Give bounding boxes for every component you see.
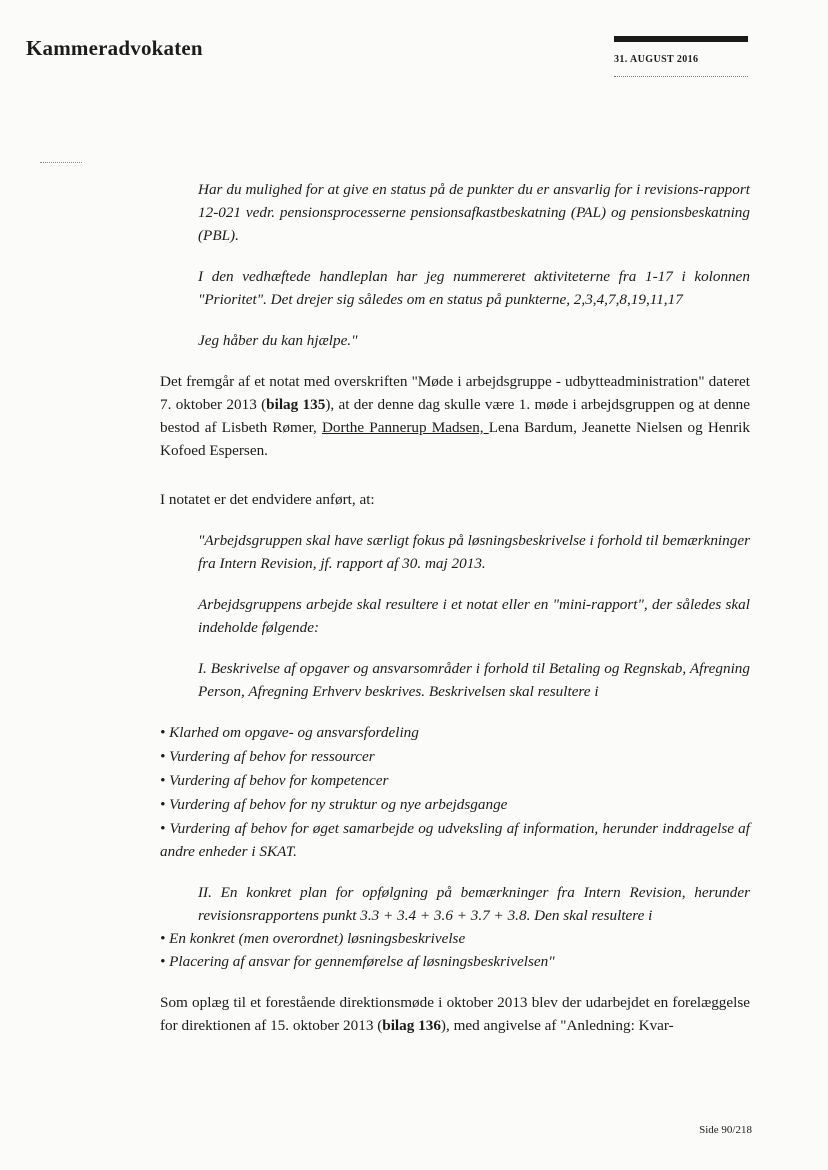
bilag-reference: bilag 136 xyxy=(382,1017,441,1034)
list-item: • Placering af ansvar for gennemførelse af løsningsbeskrivelsen" xyxy=(160,950,750,973)
quote-paragraph: I. Beskrivelse af opgaver og ansvarsområder i forhold til Betaling og Regnskab, Afregning Person, Afregning Erhverv beskrives. Beskrivelsen skal resultere i xyxy=(198,660,750,700)
quote-paragraph: I den vedhæftede handleplan har jeg nummereret aktiviteterne fra 1-17 i kolonnen "Prioritet". Det drejer sig således om en status på punkterne, 2,3,4,7,8,19,11,17 xyxy=(198,268,750,308)
list-item: • Vurdering af behov for øget samarbejde og udveksling af information, herunder inddragelse af andre enheder i SKAT. xyxy=(160,817,750,863)
body-paragraph: Som oplæg til et forestående direktionsmøde i oktober 2013 blev der udarbejdet en forelæggelse for direktionen af 15. oktober 2013 (bilag 136), med angivelse af "Anledning: Kvar- xyxy=(160,994,750,1034)
header-bar xyxy=(614,36,748,42)
document-body xyxy=(160,178,750,1037)
document-date: 31. AUGUST 2016 xyxy=(614,54,699,65)
date-divider xyxy=(614,76,748,77)
list-item: • Vurdering af behov for kompetencer xyxy=(160,769,750,792)
list-item: • Klarhed om opgave- og ansvarsfordeling xyxy=(160,721,750,744)
firm-name: Kammeradvokaten xyxy=(26,36,203,60)
body-paragraph: Det fremgår af et notat med overskriften "Møde i arbejdsgruppe - udbytteadministration" dateret 7. oktober 2013 (bilag 135), at der denne dag skulle være 1. møde i arbejdsgruppen og at denne bestod af Lisbeth Rømer, Dorthe Pannerup Madsen, Lena Bardum, Jeanette Nielsen og Henrik Kofoed Espersen. xyxy=(160,373,751,459)
bullet-list xyxy=(160,927,750,973)
bullet-list xyxy=(160,721,750,863)
list-item: • En konkret (men overordnet) løsningsbeskrivelse xyxy=(160,927,750,950)
list-item: • Vurdering af behov for ny struktur og nye arbejdsgange xyxy=(160,793,750,816)
quote-paragraph: "Arbejdsgruppen skal have særligt fokus på løsningsbeskrivelse i forhold til bemærkninger fra Intern Revision, jf. rapport af 30. maj 2013. xyxy=(198,532,750,572)
quote-paragraph: Arbejdsgruppens arbejde skal resultere i et notat eller en "mini-rapport", der således skal indeholde følgende: xyxy=(198,596,750,636)
quote-paragraph: II. En konkret plan for opfølgning på bemærkninger fra Intern Revision, herunder revisionsrapportens punkt 3.3 + 3.4 + 3.6 + 3.7 + 3.8. Den skal resultere i xyxy=(198,884,750,924)
margin-mark xyxy=(40,162,82,163)
quote-paragraph: Jeg håber du kan hjælpe." xyxy=(198,332,358,349)
page-number: Side 90/218 xyxy=(699,1124,752,1136)
bilag-reference: bilag 135 xyxy=(266,396,326,413)
list-item: • Vurdering af behov for ressourcer xyxy=(160,745,750,768)
underlined-name: Dorthe Pannerup Madsen, xyxy=(321,419,489,436)
body-paragraph: I notatet er det endvidere anført, at: xyxy=(160,491,375,508)
quote-paragraph: Har du mulighed for at give en status på de punkter du er ansvarlig for i revisions-rapport 12-021 vedr. pensionsprocesserne pensionsafkastbeskatning (PAL) og pensionsbeskatning (PBL). xyxy=(198,181,750,244)
